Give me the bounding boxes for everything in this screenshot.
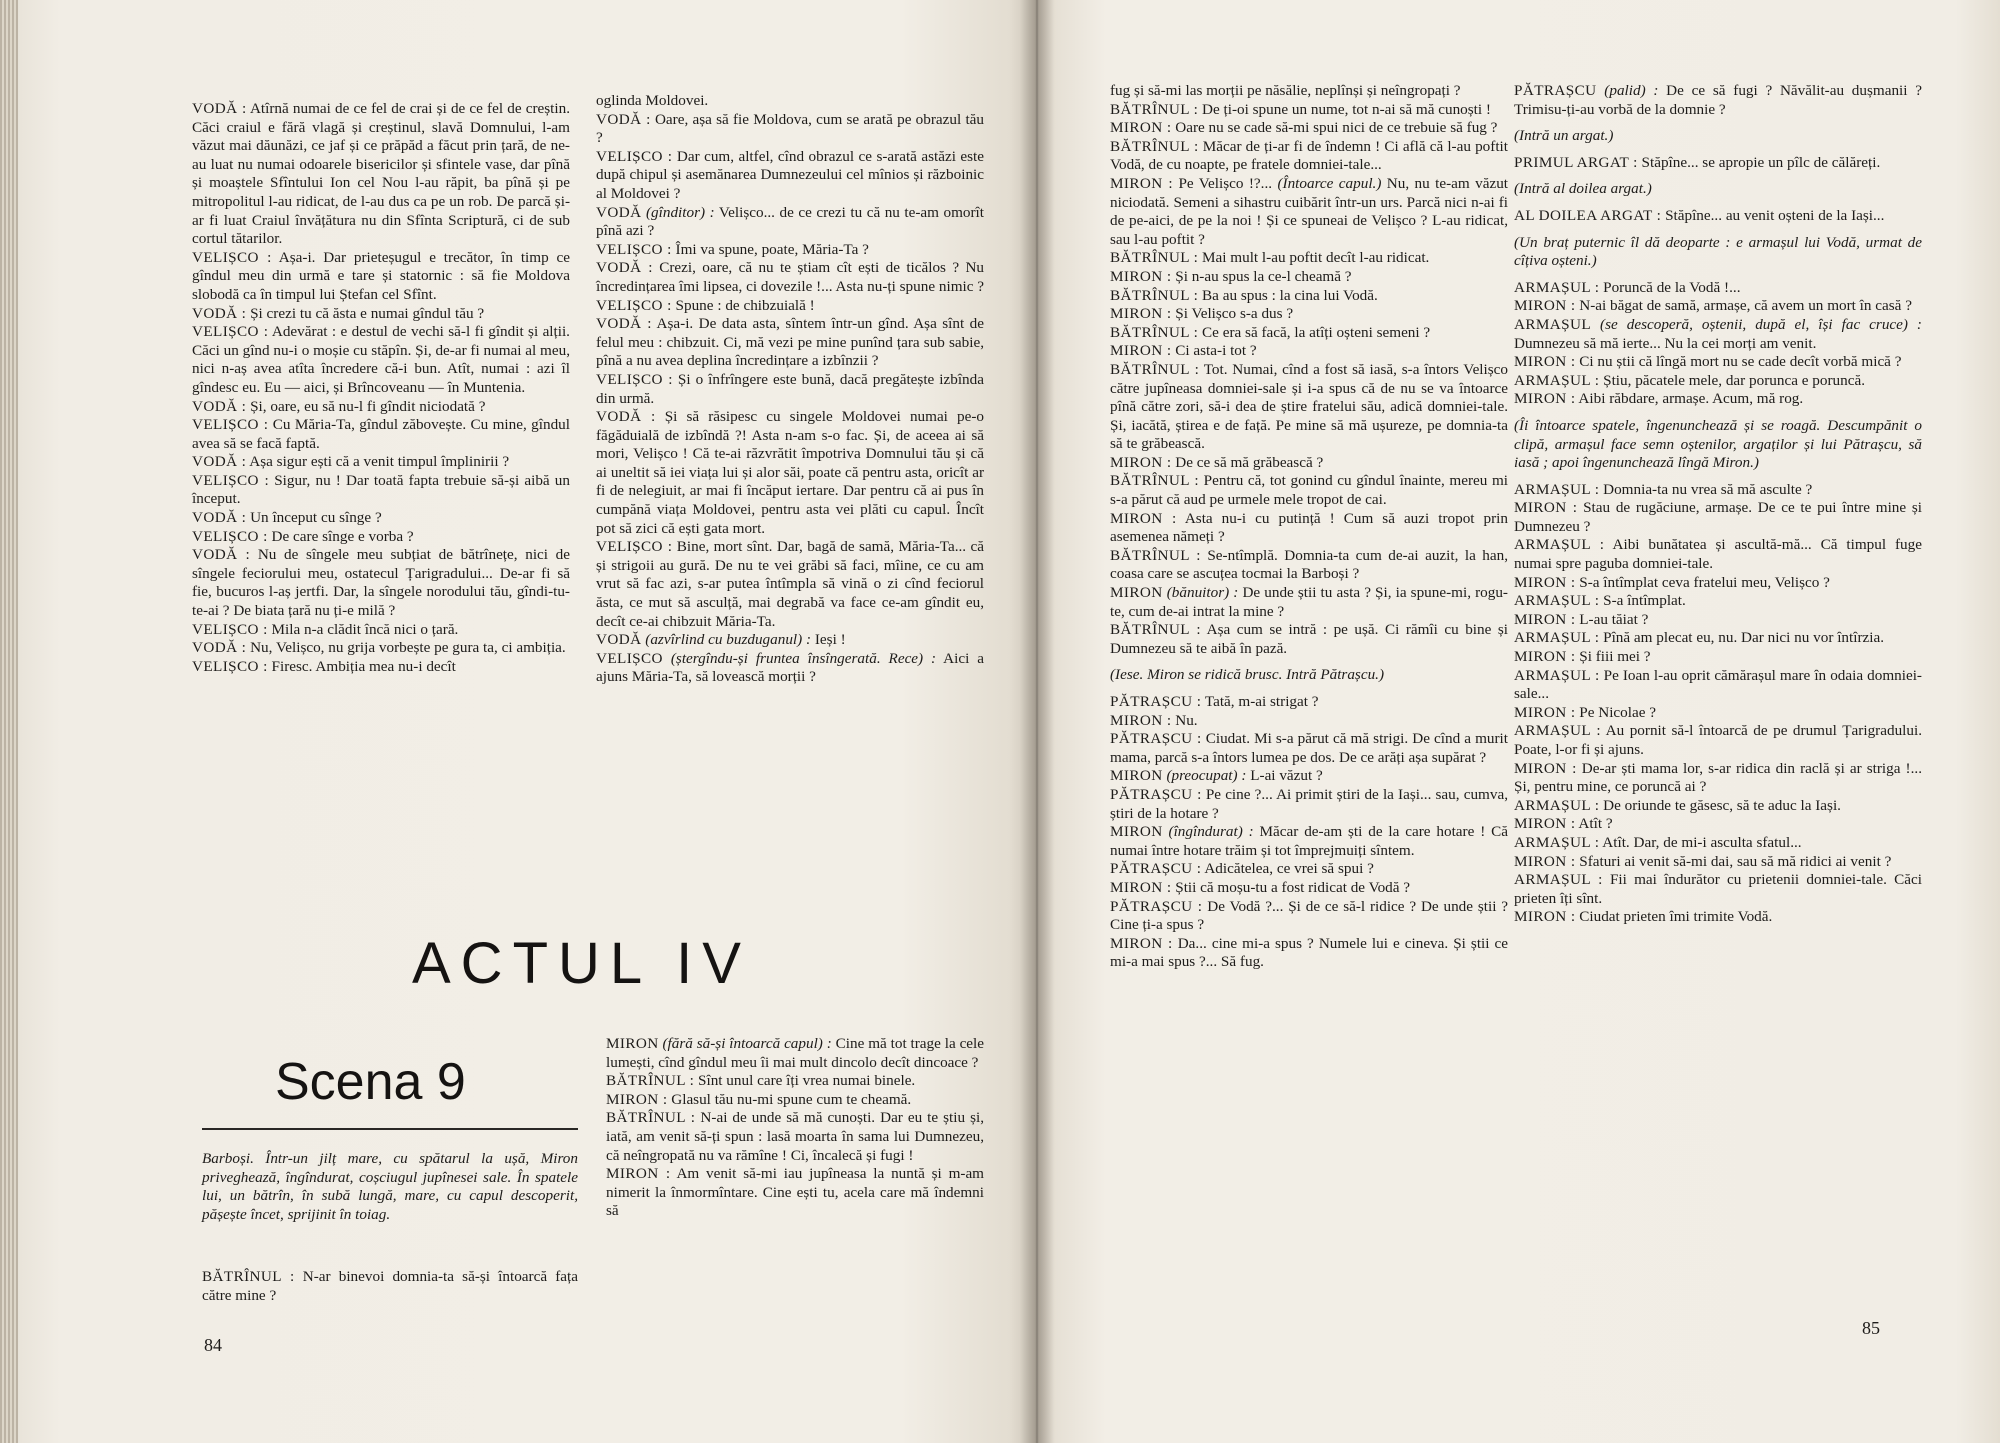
speaker-name: MIRON : <box>1110 119 1172 137</box>
dialogue-line <box>1514 908 1922 927</box>
dialogue-text: Aibi răbdare, armașe. Acum, mă rog. <box>1575 390 1804 408</box>
stage-direction-line <box>1514 127 1922 146</box>
speaker-direction: (fără să-și întoarcă capul) : <box>658 1035 832 1052</box>
speaker-direction: (gînditor) : <box>641 203 715 221</box>
speaker-name: VODĂ <box>596 631 642 649</box>
dialogue-text: Oare nu se cade să-mi spui nici de ce trebuie să fug ? <box>1171 119 1498 137</box>
scene-rule <box>202 1128 578 1130</box>
dialogue-line <box>1514 297 1922 316</box>
dialogue-text: Pe cine ?... Ai primit știri de la Iași... sau, cumva, știri de la hotare ? <box>1110 785 1508 822</box>
dialogue-text: Glasul tău nu-mi spune cum te cheamă. <box>667 1090 912 1108</box>
dialogue-line <box>1514 592 1922 611</box>
dialogue-line <box>1514 667 1922 704</box>
dialogue-line <box>596 204 984 241</box>
dialogue-line <box>192 658 570 677</box>
stage-direction-text: (Intră un argat.) <box>1514 127 1614 145</box>
speaker-name: ARMAȘUL : <box>1514 796 1600 814</box>
dialogue-line <box>596 297 984 316</box>
speaker-name: PĂTRAȘCU : <box>1110 897 1203 915</box>
speaker-name: MIRON : <box>1514 297 1576 315</box>
dialogue-text: Sigur, nu ! Dar toată fapta trebuie să-și aibă un început. <box>192 471 570 508</box>
dialogue-line <box>1110 786 1508 823</box>
dialogue-line <box>1514 760 1922 797</box>
dialogue-text: Adicătelea, ce vrei să spui ? <box>1201 860 1374 878</box>
speaker-name: PRIMUL ARGAT : <box>1514 153 1638 171</box>
speaker-name: ARMAȘUL : <box>1514 592 1600 610</box>
page-number-left: 84 <box>204 1335 222 1355</box>
page-number-right: 85 <box>1862 1318 1880 1338</box>
dialogue-text: L-au tăiat ? <box>1575 610 1649 628</box>
speaker-name: ARMAȘUL : <box>1514 536 1605 554</box>
speaker-direction: (îngîndurat) : <box>1162 823 1254 841</box>
dialogue-line <box>596 650 984 687</box>
speaker-name: MIRON <box>1110 584 1163 602</box>
stage-direction: Barboși. Într-un jilț mare, cu spătarul la ușă, Miron priveghează, îngîndurat, coșciugul jupînesei sale. În spatele lui, un bătrîn, în subă lungă, mare, cu capul descoperit, pășește încet, sprijinit în toiag. <box>202 1150 578 1223</box>
dialogue-line <box>596 111 984 148</box>
dialogue-text: Și, oare, eu să nu-l fi gîndit niciodată ? <box>246 397 486 415</box>
dialogue-text: Ciudat. Mi s-a părut că mă strigi. De cînd a murit mama, parcă s-a întors lumea pe dos. De ce arăți așa supărat ? <box>1110 730 1508 766</box>
dialogue-line <box>192 398 570 417</box>
dialogue-line <box>1110 621 1508 658</box>
dialogue-text: Dumnezeu să mă ierte... Nu la cei morți am venit. <box>1514 334 1817 352</box>
speaker-name: BĂTRÎNUL : <box>1110 546 1201 564</box>
dialogue-text: Aici a ajuns Măria-Ta, să lovească morții ? <box>596 649 984 686</box>
speaker-name: BĂTRÎNUL : <box>1110 137 1199 155</box>
dialogue-line <box>1514 648 1922 667</box>
dialogue-text: fug și să-mi las morții pe năsălie, neplînși și neîngropați ? <box>1110 82 1461 99</box>
dialogue-text: Mai mult l-au poftit decît l-au ridicat. <box>1198 249 1430 267</box>
speaker-name: MIRON <box>1110 767 1163 785</box>
dialogue-line <box>596 259 984 296</box>
dialogue-line <box>1110 860 1508 879</box>
speaker-name: VODĂ : <box>192 546 251 564</box>
speaker-name: VELIȘCO : <box>596 296 672 314</box>
speaker-name: BĂTRÎNUL : <box>1110 286 1199 304</box>
dialogue-line <box>1110 547 1508 584</box>
dialogue-line <box>596 315 984 371</box>
dialogue-text: Și fiii mei ? <box>1575 648 1651 666</box>
dialogue-line <box>1514 853 1922 872</box>
stage-direction-line <box>1110 666 1508 685</box>
speaker-name: MIRON : <box>1110 267 1172 285</box>
stage-direction-line <box>1514 180 1922 199</box>
dialogue-line <box>202 1268 578 1305</box>
dialogue-line <box>1514 574 1922 593</box>
speaker-name: MIRON : <box>1110 453 1172 471</box>
speaker-direction: (preocupat) : <box>1162 767 1247 785</box>
speaker-direction: (palid) : <box>1596 82 1659 99</box>
speaker-name: AL DOILEA ARGAT : <box>1514 206 1662 224</box>
speaker-name: ARMAȘUL : <box>1514 480 1600 498</box>
speaker-name: VELIȘCO : <box>596 370 673 388</box>
speaker-name: PĂTRAȘCU : <box>1110 785 1202 803</box>
dialogue-line <box>192 453 570 472</box>
dialogue-text: Și o înfrîngere este bună, dacă pregătește izbînda din urmă. <box>596 370 984 407</box>
speaker-name: ARMAȘUL : <box>1514 871 1603 889</box>
speaker-name: VODĂ : <box>192 304 247 322</box>
speaker-name: BĂTRÎNUL : <box>202 1268 295 1285</box>
speaker-name: MIRON : <box>1514 908 1576 926</box>
dialogue-line <box>1514 207 1922 226</box>
dialogue-text: Nu, Velișco, nu grija vorbește pe gura ta, ci ambiția. <box>246 639 566 657</box>
dialogue-line <box>596 92 984 111</box>
speaker-name: VELIȘCO : <box>192 527 268 545</box>
speaker-name: VODĂ : <box>192 397 247 415</box>
dialogue-line <box>1514 722 1922 759</box>
speaker-name: PĂTRAȘCU : <box>1110 860 1202 878</box>
dialogue-line <box>192 100 570 249</box>
dialogue-text: L-ai văzut ? <box>1246 767 1323 785</box>
speaker-name: MIRON <box>1110 823 1163 841</box>
dialogue-text: De ți-oi spune un nume, tot n-ai să mă cunoști ! <box>1198 100 1491 118</box>
speaker-name: MIRON : <box>1110 342 1172 360</box>
speaker-name: MIRON : <box>1110 305 1172 323</box>
dialogue-line <box>606 1109 984 1165</box>
speaker-name: ARMAȘUL : <box>1514 371 1600 389</box>
dialogue-text: Ciudat prieten îmi trimite Vodă. <box>1575 908 1773 926</box>
dialogue-text: Spune : de chibzuială ! <box>671 296 815 314</box>
dialogue-text: oglinda Moldovei. <box>596 92 709 109</box>
dialogue-text: Un început cu sînge ? <box>246 509 382 527</box>
speaker-name: VODĂ <box>596 203 642 221</box>
dialogue-text: Sînt unul care îți vrea numai binele. <box>694 1072 916 1090</box>
dialogue-text: Fii mai îndurător cu prietenii domniei-tale. Căci prieten îți sînt. <box>1514 871 1922 907</box>
dialogue-text: Adevărat : e destul de vechi să-l fi gîndit și alții. Căci un gînd nu-i o moșie cu stăpîn. Și, de-ar fi numai al meu, nici n-aș avea atîta încredere că-i bun. Atît, numai : azi îl gîndesc eu. Eu — aici, și Brîncoveanu — în Muntenia. <box>192 323 570 396</box>
page-edge-stack <box>0 0 18 1443</box>
speaker-name: ARMAȘUL : <box>1514 833 1600 851</box>
dialogue-line <box>1110 898 1508 935</box>
speaker-direction: (ștergîndu-și fruntea însîngerată. Rece) : <box>662 649 937 667</box>
speaker-name: MIRON : <box>1110 711 1172 729</box>
dialogue-line <box>1514 611 1922 630</box>
speaker-name: VELIȘCO : <box>192 620 268 638</box>
speaker-name: ARMAȘUL : <box>1514 722 1602 740</box>
speaker-direction: (bănuitor) : <box>1162 584 1239 602</box>
dialogue-text: Și crezi tu că ăsta e numai gîndul tău ? <box>246 304 485 322</box>
dialogue-text: Și să răsipesc cu singele Moldovei numai pe-o făgăduială de izbîndă ?! Asta n-am s-o fac. Și, de aceea ai să mori, Velișco ! Că te-ai răzvrătit împotriva Domnului tău și că ai uneltit să iei viața lui și alor săi, poate că pentru asta, oricît ar fi de nelegiuit, ar mai fi încăput iertare. Dar pentru că ai pus în cumpănă viața Moldovei, pentru asta vei plăti cu capul. Încît pot să zici că ești gata mort. <box>596 408 984 537</box>
dialogue-line <box>596 371 984 408</box>
dialogue-line <box>192 528 570 547</box>
speaker-name: MIRON : <box>1110 509 1177 527</box>
dialogue-line <box>606 1035 984 1072</box>
dialogue-line <box>1110 82 1508 101</box>
text-column-2-bottom <box>606 1035 984 1221</box>
speaker-name: MIRON : <box>1514 353 1576 371</box>
dialogue-text: Domnia-ta nu vrea să mă asculte ? <box>1599 480 1813 498</box>
dialogue-text: Se-ntîmplă. Domnia-ta cum de-ai auzit, la han, coasa care se ascuțea tocmai la Barboși ? <box>1110 546 1508 583</box>
dialogue-text: Măcar de-am ști de la care hotare ! Că numai între hotare trăim și tot împrejmuiți sîntem. <box>1110 823 1509 859</box>
dialogue-text: Atît ? <box>1575 815 1613 833</box>
dialogue-line <box>1514 499 1922 536</box>
dialogue-text: Așa-i. Dar prieteșugul e trecător, în timp ce gîndul meu din urmă e tare și statornic : să fie Moldova slobodă ca în timpul lui Ștefan cel Sfînt. <box>192 248 570 303</box>
dialogue-text: Tată, m-ai strigat ? <box>1201 693 1319 710</box>
speaker-name: BĂTRÎNUL : <box>1110 323 1199 341</box>
speaker-name: VELIȘCO : <box>192 657 268 675</box>
dialogue-text: Oare, așa să fie Moldova, cum se arată pe obrazul tău ? <box>596 110 985 147</box>
dialogue-text: Așa-i. De data asta, sîntem într-un gînd. Așa sînt de felul meu : chibzuit. Ci, mă vezi pe mine punînd țara sub sabie, pînă a nu avea deplina încredințare a izbînzii ? <box>596 315 984 370</box>
speaker-name: ARMAȘUL <box>1514 315 1592 333</box>
dialogue-line <box>606 1091 984 1110</box>
dialogue-text: Firesc. Ambiția mea nu-i decît <box>267 657 456 675</box>
dialogue-text: Mila n-a clădit încă nici o țară. <box>267 620 459 638</box>
speaker-name: MIRON : <box>1110 174 1174 192</box>
dialogue-text: Da... cine mi-a spus ? Numele lui e cineva. Și știi ce mi-a mai spus ?... Să fug. <box>1110 934 1508 971</box>
dialogue-line <box>1110 268 1508 287</box>
speaker-name: VELIȘCO : <box>192 323 269 341</box>
dialogue-text: Ba au spus : la cina lui Vodă. <box>1198 286 1378 304</box>
dialogue-line <box>192 621 570 640</box>
dialogue-line <box>1514 154 1922 173</box>
dialogue-text: Ci nu știi că lîngă mort nu se cade decît vorbă mică ? <box>1575 353 1902 371</box>
dialogue-text: Au pornit să-l întoarcă de pe drumul Țarigradului. Poate, l-or fi și ajuns. <box>1514 722 1922 758</box>
dialogue-line <box>1110 175 1508 249</box>
dialogue-line <box>1514 704 1922 723</box>
dialogue-text: Asta nu-i cu putință ! Cum să auzi tropot prin asemenea nămeți ? <box>1110 509 1508 546</box>
stage-direction-block <box>202 1150 578 1224</box>
speaker-name: MIRON : <box>1514 390 1576 408</box>
dialogue-line <box>1514 815 1922 834</box>
speaker-name: VELIȘCO : <box>192 471 270 489</box>
speaker-name: MIRON : <box>1514 499 1578 517</box>
speaker-name: MIRON : <box>1514 610 1576 628</box>
dialogue-text: Stăpîne... au venit oșteni de la Iași... <box>1661 206 1885 224</box>
dialogue-line <box>1110 342 1508 361</box>
dialogue-line <box>192 416 570 453</box>
dialogue-text: Cine mă tot trage la cele lumești, cînd gîndul meu îi mai mult dincolo decît dincoace ? <box>606 1035 985 1071</box>
dialogue-text: De-ar ști mama lor, s-ar ridica din raclă și ar striga !... Și, pentru mine, ce poruncă ai ? <box>1514 759 1922 796</box>
stage-direction-text: (Intră al doilea argat.) <box>1514 180 1652 198</box>
dialogue-line <box>1514 536 1922 573</box>
speaker-name: PĂTRAȘCU <box>1514 82 1597 99</box>
dialogue-line <box>192 323 570 397</box>
dialogue-line <box>1110 510 1508 547</box>
dialogue-text: Cu Măria-Ta, gîndul zăbovește. Cu mine, gîndul avea să se facă faptă. <box>192 416 570 452</box>
dialogue-line <box>1110 119 1508 138</box>
dialogue-line <box>596 631 984 650</box>
dialogue-line <box>606 1165 984 1221</box>
dialogue-text: Ce era să facă, la atîți oșteni semeni ? <box>1198 323 1431 341</box>
dialogue-line <box>1110 249 1508 268</box>
dialogue-text: Așa cum se intră : pe ușă. Ci rămîi cu bine și Dumnezeu să te aibă în pază. <box>1110 621 1508 657</box>
speaker-name: VELIȘCO : <box>192 248 272 266</box>
dialogue-line <box>1514 353 1922 372</box>
dialogue-text: Crezi, oare, că nu te știam cît ești de ticălos ? Nu încredințarea îmi lipsea, ci dovezile !... Asta nu-ți spune nimic ? <box>596 259 985 295</box>
dialogue-text: Dar cum, altfel, cînd obrazul ce s-arată astăzi este după chipul și asemănarea Dumnezeului cel mînios și războinic al Moldovei ? <box>596 147 984 202</box>
speaker-name: PĂTRAȘCU : <box>1110 693 1202 710</box>
speaker-name: ARMAȘUL : <box>1514 278 1600 296</box>
dialogue-line <box>1110 767 1508 786</box>
dialogue-text: Aibi bunătatea și ascultă-mă... Că timpul fuge numai spre paguba domniei-tale. <box>1514 536 1922 573</box>
speaker-name: BĂTRÎNUL : <box>606 1109 696 1127</box>
dialogue-line <box>1514 871 1922 908</box>
dialogue-line <box>1514 629 1922 648</box>
speaker-name: BĂTRÎNUL : <box>1110 100 1199 118</box>
dialogue-line <box>1514 834 1922 853</box>
dialogue-text: Tot. Numai, cînd a fost să iasă, s-a întors Velișco către jupîneasa domniei-sale și i-a spus că de nu se va întoarce pînă către zori, să-i dea de știre fratelui său, adică domniei-tale. Și, iacătă, știrea e de față. Pe mine să mă ușureze, pe domnia-ta să te grăbească. <box>1110 360 1508 453</box>
speaker-name: MIRON : <box>606 1165 671 1183</box>
dialogue-line <box>1110 584 1508 621</box>
dialogue-text: Pe Nicolae ? <box>1575 703 1656 721</box>
speaker-name: BĂTRÎNUL : <box>1110 472 1200 490</box>
speaker-name: VODĂ : <box>596 315 652 333</box>
speaker-name: VODĂ : <box>192 509 247 527</box>
dialogue-text: De ce să fugi ? Năvălit-au dușmanii ? Trimisu-ți-au vorbă de la domnie ? <box>1514 82 1922 118</box>
dialogue-text: Atîrnă numai de ce fel de crai și de ce fel de creștin. Căci craiul e fără vlagă și creștinul, slavă Domnului, l-am văzut mai dăunăzi, ce jaf și ce prăpăd a făcut prin țară, de ne-au luat nu numai odoarele bisericilor și sfintele vase, dar pînă și moaștele Sfîntului Ion cel Nou l-au răpit, ba pînă și pe mitropolitul l-au ridicat, de l-au dus ca pe un rob. De parcă și-ar fi luat Craiul învățătura nu din Sfînta Scriptură, ci de sub cortul tătarilor. <box>192 100 570 248</box>
scene-first-line <box>202 1268 578 1305</box>
dialogue-line <box>1110 823 1508 860</box>
dialogue-text: Știi că moșu-tu a fost ridicat de Vodă ? <box>1171 878 1411 896</box>
dialogue-line <box>596 408 984 538</box>
right-page <box>1036 0 2000 1443</box>
dialogue-text: N-ai băgat de samă, armașe, că avem un mort în casă ? <box>1575 297 1912 315</box>
dialogue-line <box>192 546 570 620</box>
dialogue-text: Am venit să-mi iau jupîneasa la nuntă și m-am nimerit la înmormîntare. Cine ești tu, acela care mă îndemni să <box>606 1165 984 1220</box>
dialogue-line <box>1514 279 1922 298</box>
speaker-name: VODĂ : <box>192 639 247 657</box>
speaker-name: MIRON : <box>1514 759 1577 777</box>
speaker-name: VELIȘCO <box>596 649 663 667</box>
dialogue-text: Și n-au spus la ce-l cheamă ? <box>1171 267 1352 285</box>
dialogue-line <box>596 148 984 204</box>
dialogue-line <box>1110 879 1508 898</box>
dialogue-line <box>1110 287 1508 306</box>
dialogue-line <box>192 639 570 658</box>
dialogue-line <box>1514 372 1922 391</box>
text-column-2-top <box>596 92 984 687</box>
stage-direction-text: (Un braț puternic îl dă deoparte : e armașul lui Vodă, urmat de cîțiva oșteni.) <box>1514 233 1922 270</box>
speaker-name: MIRON <box>606 1035 659 1052</box>
inline-direction: (Întoarce capul.) <box>1272 174 1382 192</box>
dialogue-text: De unde știi tu asta ? Și, ia spune-mi, rogu-te, cum de-ai intrat la mine ? <box>1110 584 1508 620</box>
dialogue-line <box>1110 138 1508 175</box>
dialogue-text: Atît. Dar, de mi-i asculta sfatul... <box>1599 833 1802 851</box>
stage-direction-text: (Iese. Miron se ridică brusc. Intră Pătrașcu.) <box>1110 666 1385 684</box>
dialogue-text: Pentru că, tot gonind cu gîndul înainte, mereu mi s-a părut că aud pe urmele mele tropot de cai. <box>1110 472 1508 509</box>
dialogue-line <box>1514 390 1922 409</box>
text-column-1 <box>192 100 570 676</box>
dialogue-text: Și Velișco s-a dus ? <box>1171 305 1294 323</box>
dialogue-text: S-a întîmplat ceva fratelui meu, Velișco ? <box>1575 573 1830 591</box>
dialogue-line <box>192 305 570 324</box>
dialogue-line <box>1514 797 1922 816</box>
speaker-direction: (azvîrlind cu buzduganul) : <box>641 631 812 649</box>
stage-direction-text: (Îi întoarce spatele, îngenunchează și se roagă. Descumpănit o clipă, armașul face semn oștenilor, argaților și lui Pătrașcu, să iasă ; apoi îngenunchează lîngă Miron.) <box>1514 416 1922 472</box>
speaker-name: VODĂ : <box>596 408 656 426</box>
speaker-direction: (se descoperă, oștenii, după el, își fac cruce) : <box>1591 315 1922 333</box>
dialogue-text: Bine, mort sînt. Dar, bagă de samă, Măria-Ta... că și strigoii au gură. De nu te vei grăbi să faci, mîine, ce cu am vrut să fac azi, s-ar putea întîmpla să vină o zi cînd feciorul ăsta, ce mut să asculță, mai degrabă va face ce-am gîndit eu, decît ce-ai chibzuit Măria-Ta. <box>596 538 984 630</box>
speaker-name: MIRON : <box>1514 852 1576 870</box>
text-column-3 <box>1110 82 1508 972</box>
dialogue-text: Măcar de ți-ar fi de îndemn ! Ci află că l-au poftit Vodă, de cu noapte, pe fratele domniei-tale... <box>1110 137 1508 174</box>
dialogue-text: Pînă am plecat eu, nu. Dar nici nu vor întîrzia. <box>1599 629 1885 647</box>
stage-direction-line <box>1514 234 1922 271</box>
dialogue-text: Nu de sîngele meu subțiat de bătrînețe, nici de sîngele feciorului meu, ostatecul Țarigradului... De-ar fi să fie, bucuros l-aș jertfi. Dar, la sîngele norodului tău, gîndi-tu-te-ai ? De biata țară nu ți-e milă ? <box>192 546 570 620</box>
dialogue-text: De ce să mă grăbească ? <box>1171 453 1324 471</box>
dialogue-text: N-ai de unde să mă cunoști. Dar eu te știu și, iată, am venit să-ți spun : lasă moarta în sama lui Dumnezeu, că neîngropată nu va rămîne ! Ci, încalecă și fugi ! <box>606 1109 985 1164</box>
dialogue-line <box>1110 712 1508 731</box>
speaker-name: MIRON : <box>1514 815 1576 833</box>
dialogue-text: Îmi va spune, poate, Măria-Ta ? <box>671 240 869 258</box>
dialogue-line <box>1514 82 1922 119</box>
speaker-name: VODĂ : <box>192 100 247 117</box>
dialogue-line <box>192 509 570 528</box>
speaker-name: MIRON : <box>1514 573 1576 591</box>
dialogue-text: Pe Velișco !?... <box>1173 174 1273 192</box>
dialogue-text: Poruncă de la Vodă !... <box>1599 278 1741 296</box>
speaker-name: VELIȘCO : <box>596 538 673 556</box>
speaker-name: MIRON : <box>606 1090 668 1108</box>
dialogue-line <box>606 1072 984 1091</box>
speaker-name: VELIȘCO : <box>192 416 269 434</box>
speaker-name: VODĂ : <box>596 259 653 277</box>
speaker-name: MIRON : <box>1110 934 1173 952</box>
dialogue-text: Sfaturi ai venit să-mi dai, sau să mă ridici ai venit ? <box>1575 852 1892 870</box>
dialogue-text: De oriunde te găsesc, să te aduc la Iași. <box>1599 796 1841 814</box>
dialogue-text: Așa sigur ești că a venit timpul împlinirii ? <box>246 453 510 471</box>
dialogue-text: Ieși ! <box>811 631 846 649</box>
dialogue-text: Stăpîne... se apropie un pîlc de călăreți. <box>1637 153 1881 171</box>
speaker-name: PĂTRAȘCU : <box>1110 730 1202 748</box>
speaker-name: MIRON : <box>1514 648 1576 666</box>
speaker-name: BĂTRÎNUL : <box>1110 360 1200 378</box>
dialogue-line <box>1110 454 1508 473</box>
dialogue-text: Ci asta-i tot ? <box>1171 342 1257 360</box>
speaker-name: VELIȘCO : <box>596 240 672 258</box>
speaker-name: VODĂ : <box>192 453 247 471</box>
speaker-name: VODĂ : <box>596 110 651 128</box>
speaker-name: ARMAȘUL : <box>1514 666 1600 684</box>
dialogue-line <box>596 241 984 260</box>
dialogue-text: Știu, păcatele mele, dar porunca e poruncă. <box>1599 371 1865 389</box>
dialogue-text: Pe Ioan l-au oprit cămărașul mare în odaia domniei-sale... <box>1514 666 1922 703</box>
dialogue-line <box>1110 305 1508 324</box>
speaker-name: VELIȘCO : <box>596 147 673 165</box>
dialogue-text: Velișco... de ce crezi tu că nu te-am omorît pînă azi ? <box>596 203 984 240</box>
speaker-name: ARMAȘUL : <box>1514 629 1600 647</box>
dialogue-line <box>1110 101 1508 120</box>
speaker-name: MIRON : <box>1514 703 1576 721</box>
dialogue-line <box>1110 472 1508 509</box>
dialogue-line <box>192 472 570 509</box>
dialogue-text: S-a întîmplat. <box>1599 592 1686 610</box>
speaker-name: BĂTRÎNUL : <box>1110 621 1201 639</box>
stage-direction-line <box>1514 417 1922 473</box>
text-column-4 <box>1514 82 1922 927</box>
speaker-name: MIRON : <box>1110 878 1172 896</box>
dialogue-line <box>1110 730 1508 767</box>
dialogue-line <box>1514 481 1922 500</box>
speaker-name: BĂTRÎNUL : <box>606 1072 695 1090</box>
dialogue-text: Stau de rugăciune, armașe. De ce te pui între mine și Dumnezeu ? <box>1514 499 1922 535</box>
speaker-name: BĂTRÎNUL : <box>1110 249 1199 267</box>
dialogue-line <box>192 249 570 305</box>
dialogue-line <box>596 538 984 631</box>
book-fold <box>1020 0 1054 1443</box>
dialogue-line <box>1110 693 1508 712</box>
dialogue-text: De Vodă ?... Și de ce să-l ridice ? De unde știi ? Cine ți-a spus ? <box>1110 897 1508 934</box>
dialogue-line <box>1110 361 1508 454</box>
dialogue-line <box>1110 324 1508 343</box>
scene-title: Scena 9 <box>275 1053 466 1111</box>
dialogue-text: Nu. <box>1171 711 1198 729</box>
dialogue-text: De care sînge e vorba ? <box>267 527 414 545</box>
dialogue-line <box>1110 935 1508 972</box>
dialogue-line <box>1514 316 1922 353</box>
dialogue-text: N-ar binevoi domnia-ta să-și întoarcă fața către mine ? <box>202 1268 578 1304</box>
dialogue-text-cont: Nu, nu te-am văzut niciodată. Semeni a sihastru cuibărit într-un urs. Parcă nici n-ai fi de pe-aici, de pe la noi ! Și ce spuneai de Velișco ? L-au ridicat, sau l-au poftit ? <box>1110 174 1509 248</box>
act-title: ACTUL IV <box>412 931 751 996</box>
